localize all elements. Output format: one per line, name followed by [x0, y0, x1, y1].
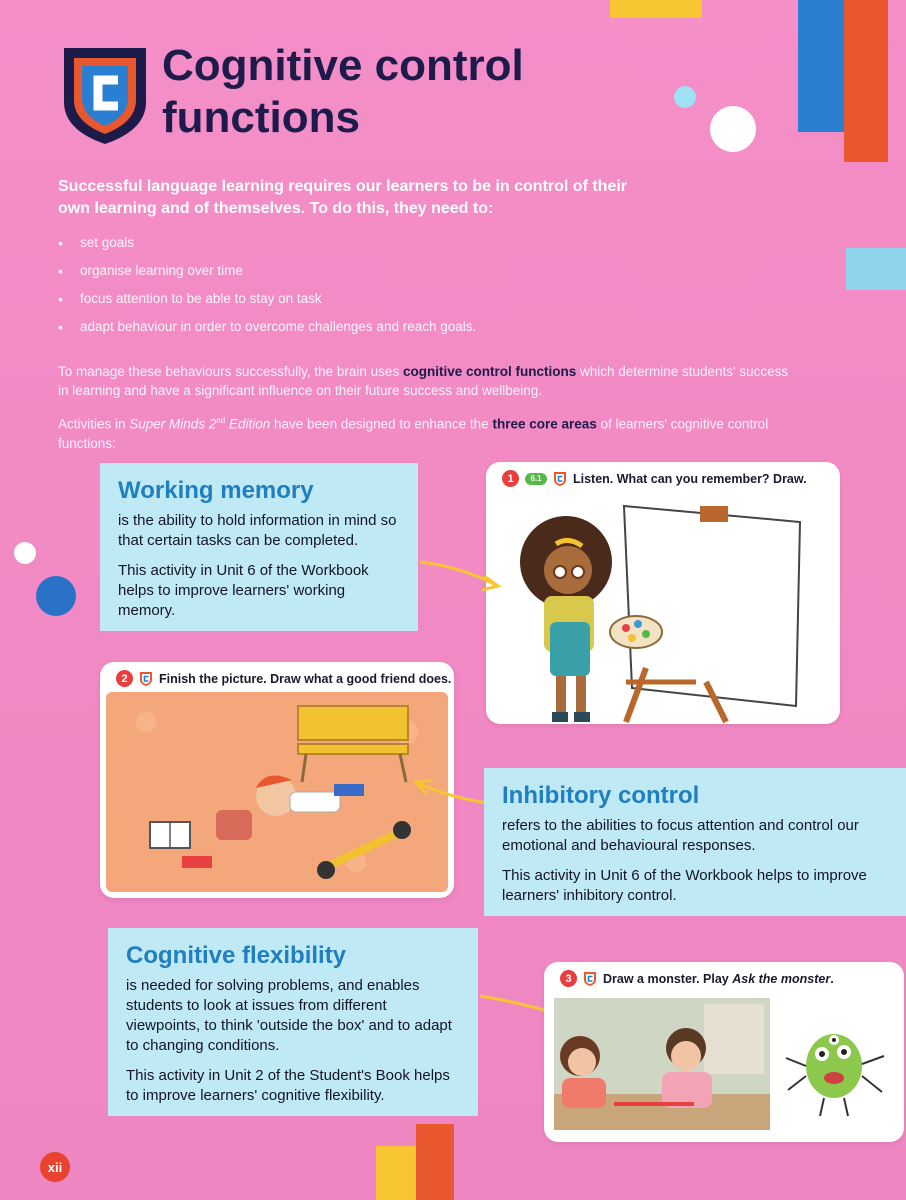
activity-card-1-header	[502, 470, 807, 487]
audio-track-icon: 6.1	[525, 473, 547, 485]
activity-card-3-header	[560, 970, 834, 987]
cognitive-control-shield-icon	[60, 44, 150, 148]
superscript: nd	[216, 416, 226, 425]
list-item: • set goals	[58, 229, 658, 257]
decor-light-blue-dot	[674, 86, 696, 108]
cognitive-control-mini-icon	[139, 671, 153, 687]
working-memory-description: is the ability to hold information in mind so that certain tasks can be completed.	[118, 512, 397, 549]
activities-paragraph	[58, 411, 798, 453]
text-span: Activities in	[58, 416, 130, 432]
decor-blue-bar-right	[798, 0, 844, 132]
cognitive-flexibility-description: is needed for solving problems, and enables students to look at issues from different viewpoints, to think 'outside the box' and to adapt to changing conditions.	[126, 977, 452, 1054]
intro-text: Successful language learning requires our learners to be in control of their own learning and of themselves. To do this, they need to:	[58, 178, 628, 217]
boy-fallen-illustration	[106, 692, 448, 892]
activity-card-3	[544, 962, 904, 1142]
working-memory-activity: This activity in Unit 6 of the Workbook helps to improve learners' working memory.	[118, 562, 369, 619]
activity-card-2-header	[116, 670, 451, 687]
highlight-text: cognitive control functions	[402, 364, 577, 379]
arrow-to-card-1	[418, 556, 502, 596]
inhibitory-control-activity: This activity in Unit 6 of the Workbook helps to improve learners' inhibitory control.	[502, 867, 867, 904]
text-span: To manage these behaviours successfully, the brain uses	[58, 364, 403, 379]
text-span: have been designed to enhance the	[270, 416, 493, 432]
list-item: • focus attention to be able to stay on task	[58, 285, 658, 313]
cognitive-flexibility-box	[108, 928, 478, 1116]
working-memory-heading: Working memory	[118, 477, 314, 504]
cognitive-control-mini-icon	[583, 971, 597, 987]
activity-number-badge: 3	[560, 970, 577, 987]
decor-blue-dot-left	[36, 576, 76, 616]
inhibitory-control-heading: Inhibitory control	[502, 782, 700, 809]
inhibitory-control-description: refers to the abilities to focus attention and control our emotional and behavioural responses.	[502, 817, 859, 854]
decor-yellow-bar-bottom	[376, 1146, 416, 1200]
list-item: • adapt behaviour in order to overcome challenges and reach goals.	[58, 313, 658, 341]
text-span: of learners' cognitive control functions:	[58, 416, 769, 451]
decor-orange-bar-bottom	[416, 1124, 454, 1200]
book-title: Super Minds 2	[129, 416, 217, 432]
goals-list	[58, 229, 658, 341]
decor-orange-bar-right	[844, 0, 888, 162]
activity-card-1	[486, 462, 840, 724]
cognitive-control-mini-icon	[553, 471, 567, 487]
cognitive-flexibility-heading: Cognitive flexibility	[126, 942, 347, 969]
activity-card-2	[100, 662, 454, 898]
working-memory-box	[100, 463, 418, 631]
game-title: Ask the monster	[732, 971, 831, 986]
activity-instruction: Finish the picture. Draw what a good friend does.	[159, 671, 452, 686]
cognitive-flexibility-activity: This activity in Unit 2 of the Student's Book helps to improve learners' cognitive flexibility.	[126, 1067, 450, 1104]
activity-instruction	[603, 972, 834, 986]
decor-yellow-bar-top	[610, 0, 702, 18]
brain-paragraph	[58, 362, 798, 400]
decor-white-dot	[710, 106, 756, 152]
highlight-text: three core areas	[492, 416, 597, 432]
text-span: which determine students' success in learning and have a significant influence on their future success and wellbeing.	[58, 364, 789, 398]
page-number-badge: xii	[40, 1152, 70, 1182]
inhibitory-control-box	[484, 768, 906, 916]
book-title-edition: Edition	[225, 416, 271, 432]
activity-number-badge: 2	[116, 670, 133, 687]
decor-white-dot-left	[14, 542, 36, 564]
page-title: Cognitive control functions	[162, 41, 524, 142]
decor-light-blue-bar-right	[846, 248, 906, 290]
text-span: Draw a monster. Play	[603, 971, 733, 986]
list-item: • organise learning over time	[58, 257, 658, 285]
children-monster-photo	[554, 998, 894, 1132]
activity-instruction: Listen. What can you remember? Draw.	[573, 471, 807, 486]
activity-number-badge: 1	[502, 470, 519, 487]
text-span: .	[830, 971, 834, 986]
girl-painting-illustration	[486, 492, 840, 724]
